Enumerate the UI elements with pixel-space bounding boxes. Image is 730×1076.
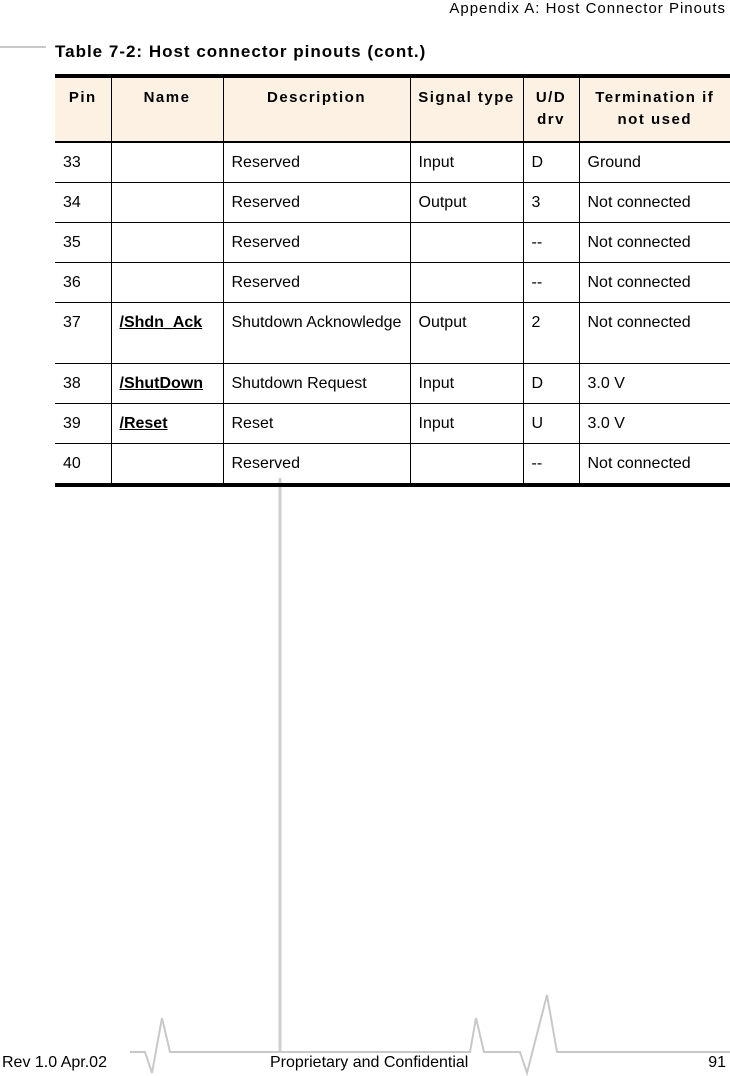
signal-type-cell: Input xyxy=(410,404,523,444)
column-header-description: Description xyxy=(223,76,410,142)
description-cell: Reserved xyxy=(223,263,410,303)
name-cell xyxy=(111,142,223,183)
revision-label: Rev 1.0 Apr.02 xyxy=(2,1054,107,1071)
table-row xyxy=(55,444,730,486)
ud-drv-cell: -- xyxy=(523,263,579,303)
termination-cell: Ground xyxy=(579,142,730,183)
name-cell: /ShutDown xyxy=(111,364,223,404)
ud-drv-cell: 2 xyxy=(523,303,579,364)
pinout-table xyxy=(55,74,730,487)
table-row xyxy=(55,142,730,183)
description-cell: Shutdown Acknowledge xyxy=(223,303,410,364)
table-row xyxy=(55,303,730,364)
ud-drv-cell: D xyxy=(523,364,579,404)
description-cell: Reset xyxy=(223,404,410,444)
description-cell: Reserved xyxy=(223,223,410,263)
page-number: 91 xyxy=(708,1054,726,1071)
name-cell xyxy=(111,444,223,486)
termination-cell: Not connected xyxy=(579,263,730,303)
column-header-signal-type: Signal type xyxy=(410,76,523,142)
pin-cell: 33 xyxy=(55,142,111,183)
pin-cell: 39 xyxy=(55,404,111,444)
signal-type-cell xyxy=(410,223,523,263)
table-title: Table 7-2: Host connector pinouts (cont.) xyxy=(55,42,427,61)
name-cell xyxy=(111,223,223,263)
confidentiality-label: Proprietary and Confidential xyxy=(270,1054,469,1071)
pin-cell: 35 xyxy=(55,223,111,263)
table-row xyxy=(55,404,730,444)
pin-cell: 37 xyxy=(55,303,111,364)
column-header-name: Name xyxy=(111,76,223,142)
column-header-termination: Termination if not used xyxy=(579,76,730,142)
termination-cell: 3.0 V xyxy=(579,404,730,444)
name-cell xyxy=(111,263,223,303)
termination-cell: 3.0 V xyxy=(579,364,730,404)
name-cell: /Shdn_Ack xyxy=(111,303,223,364)
name-cell xyxy=(111,183,223,223)
signal-type-cell: Input xyxy=(410,142,523,183)
ud-drv-cell: -- xyxy=(523,444,579,486)
pin-cell: 34 xyxy=(55,183,111,223)
termination-cell: Not connected xyxy=(579,303,730,364)
table-row xyxy=(55,364,730,404)
table-row xyxy=(55,263,730,303)
ud-drv-cell: -- xyxy=(523,223,579,263)
running-header: Appendix A: Host Connector Pinouts xyxy=(449,0,726,17)
termination-cell: Not connected xyxy=(579,183,730,223)
termination-cell: Not connected xyxy=(579,223,730,263)
table-row xyxy=(55,183,730,223)
signal-type-cell xyxy=(410,263,523,303)
pin-cell: 36 xyxy=(55,263,111,303)
ud-drv-cell: U xyxy=(523,404,579,444)
pin-cell: 40 xyxy=(55,444,111,486)
description-cell: Reserved xyxy=(223,444,410,486)
description-cell: Reserved xyxy=(223,142,410,183)
description-cell: Shutdown Request xyxy=(223,364,410,404)
signal-type-cell xyxy=(410,444,523,486)
ud-drv-cell: 3 xyxy=(523,183,579,223)
signal-type-cell: Output xyxy=(410,303,523,364)
ud-drv-cell: D xyxy=(523,142,579,183)
pin-cell: 38 xyxy=(55,364,111,404)
table-header-row xyxy=(55,76,730,142)
name-cell: /Reset xyxy=(111,404,223,444)
column-header-pin: Pin xyxy=(55,76,111,142)
description-cell: Reserved xyxy=(223,183,410,223)
signal-type-cell: Output xyxy=(410,183,523,223)
column-header-ud-drv: U/D drv xyxy=(523,76,579,142)
table-row xyxy=(55,223,730,263)
signal-type-cell: Input xyxy=(410,364,523,404)
termination-cell: Not connected xyxy=(579,444,730,486)
